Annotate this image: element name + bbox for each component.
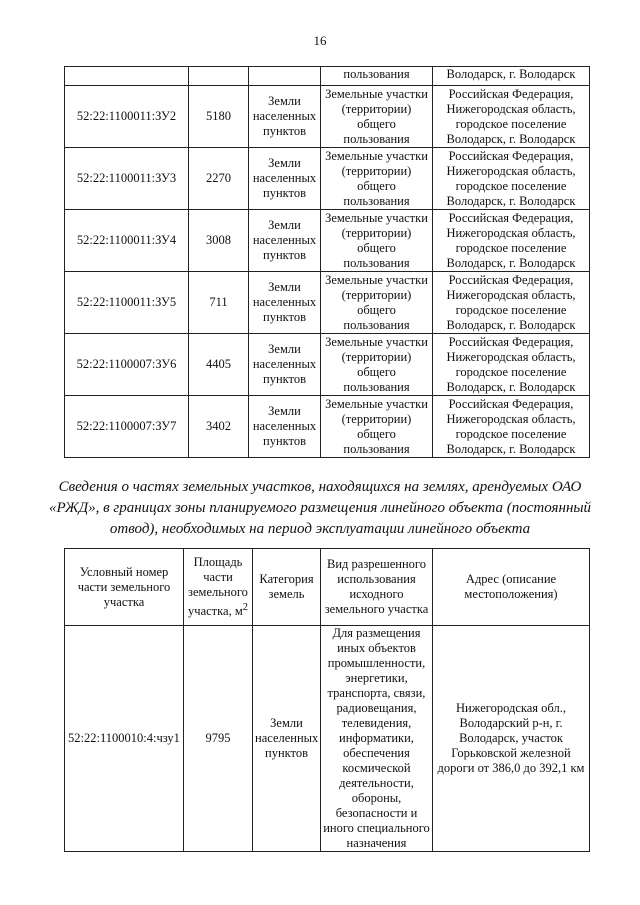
table-row	[65, 334, 590, 396]
cell-use: Земельные участки (территории) общего пользования	[321, 396, 433, 458]
cell-area: 9795	[184, 626, 253, 852]
cell-id: 52:22:1100007:ЗУ7	[65, 396, 189, 458]
header-address: Адрес (описание местоположения)	[433, 549, 590, 626]
cell-category: Земли населенных пунктов	[249, 86, 321, 148]
cell-use: Для размещения иных объектов промышленности, энергетики, транспорта, связи, радиовещания, телевидения, информатики, обеспечения космической деятельности, обороны, безопасности и иного специального назначения	[321, 626, 433, 852]
cell-area: 3008	[189, 210, 249, 272]
cell-category: Земли населенных пунктов	[249, 210, 321, 272]
table-row	[65, 210, 590, 272]
cell-address: Нижегородская обл., Володарский р-н, г. Володарск, участок Горьковской железной дороги от 386,0 до 392,1 км	[433, 626, 590, 852]
cell-area	[189, 67, 249, 86]
cell-use: Земельные участки (территории) общего пользования	[321, 148, 433, 210]
cell-use: Земельные участки (территории) общего пользования	[321, 86, 433, 148]
cell-address: Российская Федерация, Нижегородская область, городское поселение Володарск, г. Володарск	[433, 210, 590, 272]
section-caption: Сведения о частях земельных участков, находящихся на землях, арендуемых ОАО «РЖД», в границах зоны планируемого размещения линейного объекта (постоянный отвод), необходимых на период эксплуатации линейного объекта	[48, 479, 592, 537]
cell-id	[65, 67, 189, 86]
cell-id: 52:22:1100011:ЗУ4	[65, 210, 189, 272]
cell-id: 52:22:1100007:ЗУ6	[65, 334, 189, 396]
cell-address: Володарск, г. Володарск	[433, 67, 590, 86]
cell-category	[249, 67, 321, 86]
cell-address: Российская Федерация, Нижегородская область, городское поселение Володарск, г. Володарск	[433, 148, 590, 210]
header-area-unit-sup: 2	[242, 601, 248, 613]
cell-id: 52:22:1100011:ЗУ5	[65, 272, 189, 334]
cell-category: Земли населенных пунктов	[249, 148, 321, 210]
cell-category: Земли населенных пунктов	[249, 272, 321, 334]
land-plots-table	[64, 66, 590, 458]
cell-id: 52:22:1100011:ЗУ2	[65, 86, 189, 148]
cell-address: Российская Федерация, Нижегородская область, городское поселение Володарск, г. Володарск	[433, 334, 590, 396]
header-part-area-label: Площадь части земельного участка,	[188, 554, 248, 619]
header-part-number: Условный номер части земельного участка	[65, 549, 184, 626]
header-category: Категория земель	[253, 549, 321, 626]
cell-use: Земельные участки (территории) общего пользования	[321, 210, 433, 272]
cell-address: Российская Федерация, Нижегородская область, городское поселение Володарск, г. Володарск	[433, 396, 590, 458]
cell-use: пользования	[321, 67, 433, 86]
cell-id: 52:22:1100010:4:чзу1	[65, 626, 184, 852]
cell-area: 5180	[189, 86, 249, 148]
cell-area: 4405	[189, 334, 249, 396]
cell-category: Земли населенных пунктов	[249, 396, 321, 458]
table-header-row	[65, 549, 590, 626]
table-row	[65, 148, 590, 210]
table-row-continuation	[65, 67, 590, 86]
cell-area: 711	[189, 272, 249, 334]
cell-area: 3402	[189, 396, 249, 458]
cell-area: 2270	[189, 148, 249, 210]
cell-use: Земельные участки (территории) общего пользования	[321, 334, 433, 396]
cell-category: Земли населенных пунктов	[249, 334, 321, 396]
cell-address: Российская Федерация, Нижегородская область, городское поселение Володарск, г. Володарск	[433, 272, 590, 334]
cell-category: Земли населенных пунктов	[253, 626, 321, 852]
land-parts-table	[64, 548, 590, 852]
header-permitted-use: Вид разрешенного использования исходного земельного участка	[321, 549, 433, 626]
table-row	[65, 272, 590, 334]
cell-use: Земельные участки (территории) общего пользования	[321, 272, 433, 334]
table-row	[65, 86, 590, 148]
table-row	[65, 626, 590, 852]
header-part-area	[184, 549, 253, 626]
table-row	[65, 396, 590, 458]
cell-id: 52:22:1100011:ЗУ3	[65, 148, 189, 210]
page-number: 16	[313, 33, 327, 48]
cell-address: Российская Федерация, Нижегородская область, городское поселение Володарск, г. Володарск	[433, 86, 590, 148]
header-area-unit: м	[234, 604, 243, 619]
